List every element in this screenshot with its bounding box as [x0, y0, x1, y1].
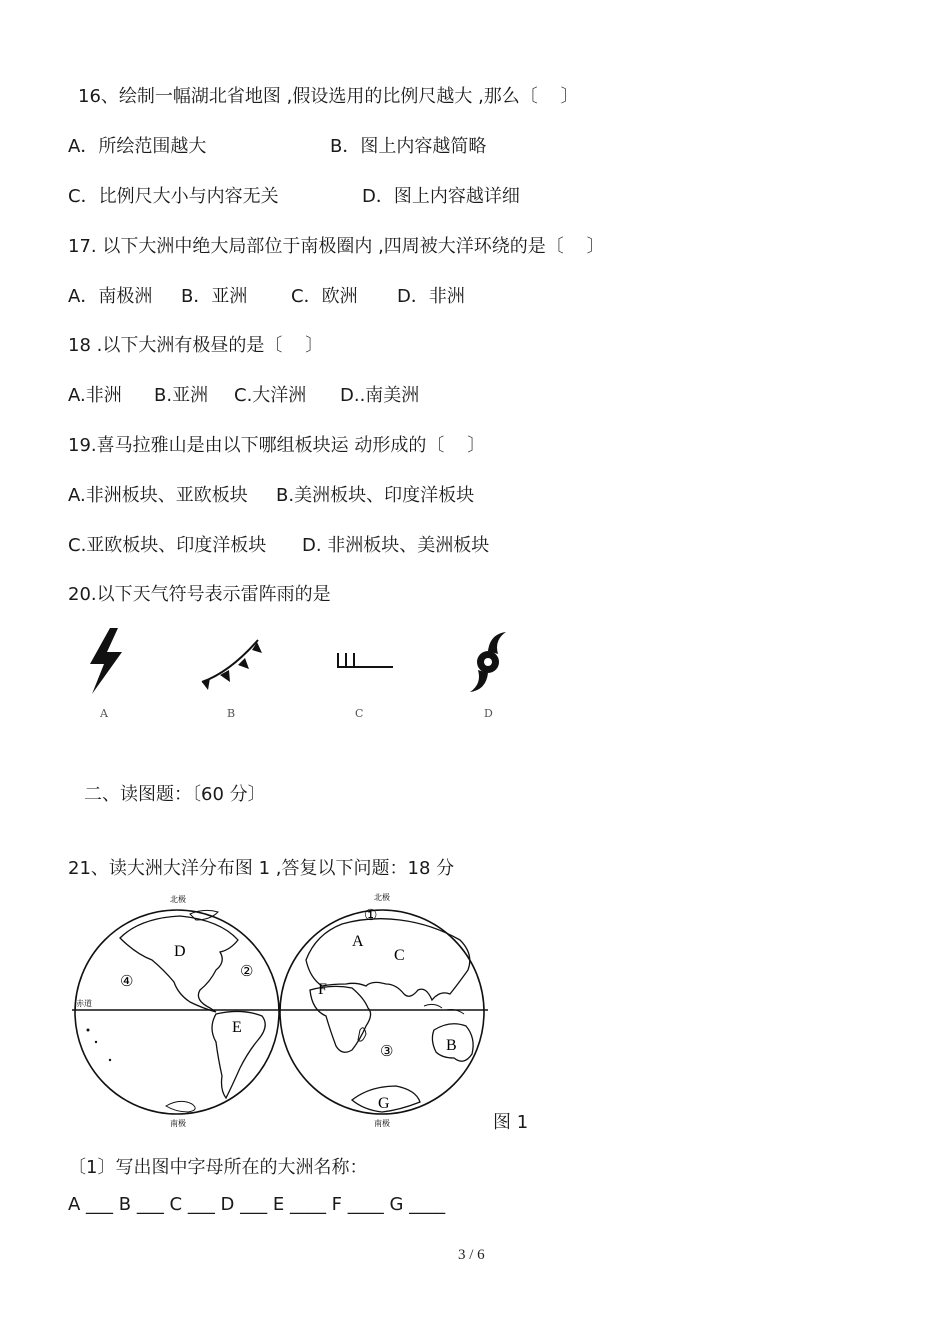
q16-option-d: D．图上内容越详细	[362, 186, 520, 207]
q21-answer-line: A ___ B ___ C ___ D ___ E ____ F ____ G ____	[68, 1194, 446, 1215]
map-mark-c: C	[394, 947, 405, 964]
wind-icon	[337, 653, 393, 667]
typhoon-icon	[470, 632, 506, 692]
lightning-icon	[90, 628, 122, 694]
q19-option-b: B.美洲板块、印度洋板块	[276, 485, 475, 506]
map-mark-2: ②	[240, 964, 254, 980]
q21-sub1: 〔1〕写出图中字母所在的大洲名称：	[68, 1157, 368, 1178]
equator-label: 赤道	[76, 999, 92, 1008]
section-two-heading: 二、读图题：〔60 分〕	[84, 784, 266, 805]
q19-option-a: A.非洲板块、亚欧板块	[68, 485, 248, 506]
q17-option-b: B．亚洲	[181, 286, 248, 307]
q20-stem: 20.以下天气符号表示雷阵雨的是	[68, 584, 331, 605]
q18-option-b: B.亚洲	[154, 385, 209, 406]
symbol-label-c: C	[355, 707, 364, 720]
symbol-label-a: A	[100, 707, 108, 720]
left-south-label: 南极	[170, 1119, 186, 1128]
q18-option-c: C.大洋洲	[234, 385, 307, 406]
symbol-label-b: B	[227, 707, 236, 720]
right-north-label: 北极	[374, 893, 390, 902]
q16-stem: 16、绘制一幅湖北省地图 ,假设选用的比例尺越大 ,那么〔 〕	[78, 86, 579, 107]
map-mark-3: ③	[380, 1044, 394, 1060]
q17-option-a: A．南极洲	[68, 286, 153, 307]
symbol-label-d: D	[484, 707, 493, 720]
q18-stem: 18 .以下大洲有极昼的是〔 〕	[68, 335, 324, 356]
q19-stem: 19.喜马拉雅山是由以下哪组板块运 动形成的〔 〕	[68, 435, 486, 456]
q16-option-a: A．所绘范围越大	[68, 136, 207, 157]
left-north-label: 北极	[170, 895, 186, 904]
page-number: 3 / 6	[458, 1247, 485, 1263]
map-mark-a: A	[352, 933, 364, 950]
weather-symbols	[60, 620, 580, 730]
eastern-hemisphere	[280, 910, 484, 1114]
map-mark-g: G	[378, 1095, 390, 1112]
western-hemisphere	[75, 910, 279, 1114]
world-map-figure	[70, 890, 490, 1128]
q17-option-c: C．欧洲	[291, 286, 358, 307]
map-mark-d: D	[174, 943, 186, 960]
q16-option-b: B．图上内容越简略	[330, 136, 487, 157]
q19-option-c: C.亚欧板块、印度洋板块	[68, 535, 267, 556]
map-mark-b: B	[446, 1037, 457, 1054]
map-mark-1: ①	[364, 908, 378, 924]
map-mark-4: ④	[120, 974, 134, 990]
map-mark-e: E	[232, 1019, 242, 1036]
map-mark-f: F	[318, 981, 327, 998]
front-icon	[202, 640, 262, 690]
q18-option-d: D..南美洲	[340, 385, 420, 406]
q21-stem: 21、读大洲大洋分布图 1 ,答复以下问题：18 分	[68, 858, 455, 879]
q17-option-d: D．非洲	[397, 286, 465, 307]
figure-label: 图 1	[493, 1112, 529, 1133]
right-south-label: 南极	[374, 1119, 390, 1128]
q17-stem: 17. 以下大洲中绝大局部位于南极圈内 ,四周被大洋环绕的是〔 〕	[68, 236, 605, 257]
q16-option-c: C．比例尺大小与内容无关	[68, 186, 279, 207]
q19-option-d: D. 非洲板块、美洲板块	[302, 535, 490, 556]
q18-option-a: A.非洲	[68, 385, 122, 406]
